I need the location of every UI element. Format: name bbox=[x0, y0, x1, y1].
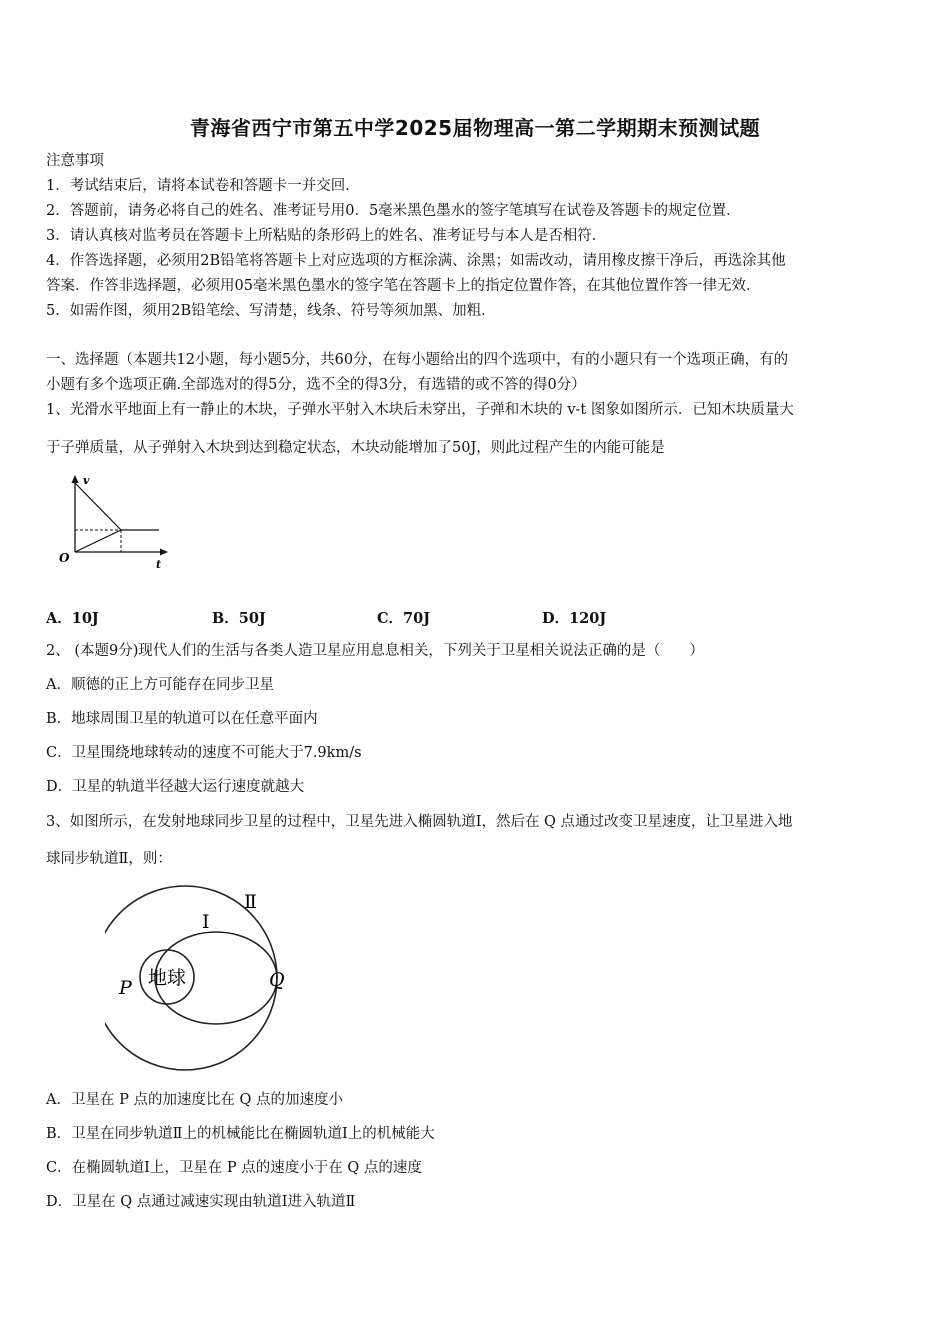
notice-heading: 注意事项 bbox=[46, 153, 104, 169]
q2-option-d: D．卫星的轨道半径越大运行速度就越大 bbox=[46, 779, 305, 795]
page-title: 青海省西宁市第五中学2025届物理高一第二学期期末预测试题 bbox=[189, 116, 761, 140]
q1-stem-cont: 于子弹质量，从子弹射入木块到达到稳定状态，木块动能增加了50J，则此过程产生的内能可能是 bbox=[46, 440, 665, 456]
q3-option-b: B．卫星在同步轨道Ⅱ上的机械能比在椭圆轨道Ⅰ上的机械能大 bbox=[46, 1126, 435, 1142]
q1-option-c: C．70J bbox=[377, 610, 431, 627]
orbit-1-label: Ⅰ bbox=[202, 911, 210, 933]
q3-orbit-figure bbox=[105, 880, 305, 1080]
q1-option-b: B．50J bbox=[212, 610, 266, 627]
point-p-label: P bbox=[119, 977, 132, 999]
v-axis-arrow bbox=[72, 475, 79, 483]
orbit-2-label: Ⅱ bbox=[244, 891, 257, 913]
notice-item-2: 2．答题前，请务必将自己的姓名、准考证号用0．5毫米黑色墨水的签字笔填写在试卷及答题卡的规定位置． bbox=[46, 203, 741, 219]
axis-label-v: v bbox=[83, 474, 90, 487]
q3-stem-cont: 球同步轨道Ⅱ，则： bbox=[46, 851, 172, 867]
q1-option-d: D．120J bbox=[542, 610, 607, 627]
section1-instructions: 一、选择题（本题共12小题，每小题5分，共60分，在每小题给出的四个选项中，有的小题只有一个选项正确，有的 bbox=[46, 352, 789, 368]
axis-label-origin: O bbox=[59, 551, 70, 565]
q3-option-a: A．卫星在 P 点的加速度比在 Q 点的加速度小 bbox=[46, 1092, 344, 1108]
q1-option-a: A．10J bbox=[46, 610, 99, 627]
t-axis-arrow bbox=[160, 549, 168, 556]
axis-label-t: t bbox=[156, 558, 162, 571]
q2-option-a: A．顺德的正上方可能存在同步卫星 bbox=[46, 677, 274, 693]
point-q-label: Q bbox=[269, 969, 285, 991]
notice-item-4-cont: 答案．作答非选择题，必须用05毫米黑色墨水的签字笔在答题卡上的指定位置作答，在其他位置作答一律无效． bbox=[46, 278, 761, 294]
q1-stem: 1、光滑水平地面上有一静止的木块，子弹水平射入木块后未穿出，子弹和木块的 v-t 图象如图所示．已知木块质量大 bbox=[46, 402, 794, 418]
section1-instructions-cont: 小题有多个选项正确.全部选对的得5分，选不全的得3分，有选错的或不答的得0分） bbox=[46, 377, 586, 393]
notice-item-3: 3．请认真核对监考员在答题卡上所粘贴的条形码上的姓名、准考证号与本人是否相符． bbox=[46, 228, 607, 244]
notice-item-5: 5．如需作图，须用2B铅笔绘、写清楚，线条、符号等须加黑、加粗． bbox=[46, 303, 496, 319]
q1-vt-graph bbox=[55, 470, 175, 575]
notice-item-1: 1．考试结束后，请将本试卷和答题卡一并交回． bbox=[46, 178, 360, 194]
q3-option-c: C．在椭圆轨道Ⅰ上，卫星在 P 点的速度小于在 Q 点的速度 bbox=[46, 1160, 422, 1176]
q3-stem: 3、如图所示，在发射地球同步卫星的过程中，卫星先进入椭圆轨道Ⅰ，然后在 Q 点通过改变卫星速度，让卫星进入地 bbox=[46, 814, 793, 830]
q2-option-c: C．卫星围绕地球转动的速度不可能大于7.9km/s bbox=[46, 745, 362, 761]
q2-option-b: B．地球周围卫星的轨道可以在任意平面内 bbox=[46, 711, 318, 727]
block-line bbox=[75, 530, 121, 552]
earth-label: 地球 bbox=[147, 967, 187, 989]
q2-stem: 2、 (本题9分)现代人们的生活与各类人造卫星应用息息相关，下列关于卫星相关说法正确的是（ ） bbox=[46, 643, 704, 659]
notice-item-4: 4．作答选择题，必须用2B铅笔将答题卡上对应选项的方框涂满、涂黑；如需改动，请用橡皮擦干净后，再选涂其他 bbox=[46, 253, 786, 269]
bullet-line bbox=[75, 483, 121, 530]
q3-option-d: D．卫星在 Q 点通过减速实现由轨道Ⅰ进入轨道Ⅱ bbox=[46, 1194, 356, 1210]
